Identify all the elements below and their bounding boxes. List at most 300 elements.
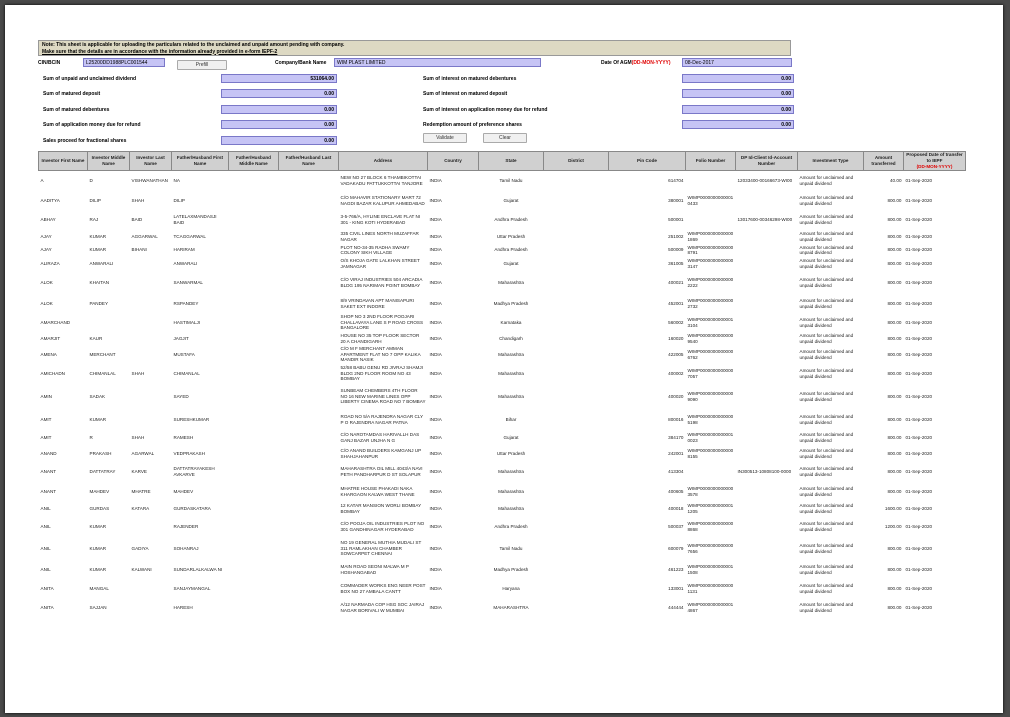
table-cell[interactable]: AMARJIT xyxy=(40,335,61,341)
table-cell[interactable]: 800.00 xyxy=(887,279,902,285)
table-cell[interactable]: Amount for unclaimed and unpaid dividend xyxy=(799,213,854,225)
table-cell[interactable] xyxy=(544,482,609,502)
table-cell[interactable]: LATELAXMANDASJI BAID xyxy=(173,213,217,225)
table-cell[interactable] xyxy=(736,430,798,446)
table-cell[interactable] xyxy=(229,560,279,580)
table-cell[interactable]: NO 19 GENERAL MUTHIA MUDALI ST 311 RAMLAKHAN CHAMBER SOWCARPET CHENNAI xyxy=(340,540,422,557)
table-cell[interactable]: WIMP0000000000000 3578 xyxy=(687,486,734,497)
table-cell[interactable]: IN300513-10808100-0000 xyxy=(737,468,792,474)
table-cell[interactable]: INDIA xyxy=(429,434,442,440)
table-cell[interactable] xyxy=(544,430,609,446)
table-cell[interactable]: 3-5-766/A, HYLINE ENCLAVE FLAT NI 301 - KING KOTI HYDERABAD xyxy=(340,213,421,225)
table-cell[interactable] xyxy=(229,229,279,245)
table-cell[interactable]: KUMAR xyxy=(89,523,107,529)
table-cell[interactable] xyxy=(279,560,339,580)
table-cell[interactable]: 01-Sep-2020 xyxy=(905,566,933,572)
table-cell[interactable] xyxy=(229,462,279,482)
table-cell[interactable]: HOUSE NO 35 TOP FLOOR SECTOR 20 A CHANDIGARH xyxy=(340,333,420,344)
table-cell[interactable]: 01-Sep-2020 xyxy=(905,319,933,325)
table-cell[interactable] xyxy=(544,294,609,314)
table-cell[interactable]: Maharashtra xyxy=(498,370,524,376)
table-cell[interactable]: PRAKASH xyxy=(89,450,112,456)
table-cell[interactable]: 01-Sep-2020 xyxy=(905,247,933,253)
table-cell[interactable]: 400605 xyxy=(668,488,684,494)
table-cell[interactable] xyxy=(544,560,609,580)
table-cell[interactable]: 251002 xyxy=(668,233,684,239)
validate-button[interactable]: Validate xyxy=(423,133,467,143)
table-cell[interactable]: O/S KHOJA GATE LALKHAN STREET JAMNAGAR xyxy=(340,258,420,269)
table-cell[interactable]: WIMP0000000000000 1869 xyxy=(687,230,734,242)
table-cell[interactable]: Amount for unclaimed and unpaid dividend xyxy=(799,349,854,360)
table-cell[interactable]: Amount for unclaimed and unpaid dividend xyxy=(799,368,854,379)
table-cell[interactable]: C/O POOJA OIL INDUSTRIES PLOT NO 301 GANDHINAGAR HYDERABAD xyxy=(340,521,425,532)
table-cell[interactable]: ABHAY xyxy=(40,216,56,222)
table-cell[interactable]: C/O ANAND BUILDERS KAMGANJ UP SHAHJAHANPUR xyxy=(340,448,422,459)
table-cell[interactable]: WIMP0000000000000 8155 xyxy=(687,448,734,459)
table-cell[interactable]: 800.00 xyxy=(887,450,902,456)
table-cell[interactable]: GURDASKATARA xyxy=(173,505,211,511)
table-cell[interactable] xyxy=(229,245,279,256)
table-cell[interactable] xyxy=(736,229,798,245)
table-cell[interactable] xyxy=(279,580,339,598)
table-cell[interactable]: SOHANRAJ xyxy=(173,545,199,551)
table-cell[interactable]: Amount for unclaimed and unpaid dividend xyxy=(799,583,854,594)
table-cell[interactable]: 800.00 xyxy=(887,351,902,357)
table-cell[interactable]: VISHWANATHAN xyxy=(131,177,168,183)
table-cell[interactable] xyxy=(229,256,279,272)
table-cell[interactable] xyxy=(130,598,172,618)
table-cell[interactable]: WIMP0000000000001 4867 xyxy=(687,602,734,613)
table-cell[interactable] xyxy=(279,294,339,314)
table-cell[interactable]: HARESH xyxy=(173,604,193,610)
table-cell[interactable]: Amount for unclaimed and unpaid dividend xyxy=(799,230,854,242)
table-cell[interactable]: 380001 xyxy=(668,197,684,203)
table-cell[interactable]: PLOT NO-34-35 RADHA SWAMY COLONY SIKH VILLAGE xyxy=(340,244,410,256)
table-cell[interactable]: 133001 xyxy=(668,585,684,591)
table-cell[interactable]: 800.00 xyxy=(887,233,902,239)
table-cell[interactable]: 1600.00 xyxy=(884,505,902,511)
right-summary-value[interactable]: 0.00 xyxy=(682,74,794,83)
table-cell[interactable] xyxy=(88,314,130,332)
table-cell[interactable]: 12033400-00166673-WI00 xyxy=(737,177,793,183)
table-cell[interactable]: INDIA xyxy=(429,351,442,357)
table-cell[interactable]: 01-Sep-2020 xyxy=(905,488,933,494)
table-cell[interactable]: Amount for unclaimed and unpaid dividend xyxy=(799,414,854,425)
table-cell[interactable]: Amount for unclaimed and unpaid dividend xyxy=(799,194,854,206)
table-cell[interactable] xyxy=(279,430,339,446)
table-cell[interactable]: 1200.00 xyxy=(884,523,902,529)
table-cell[interactable]: 400002 xyxy=(668,370,684,376)
table-cell[interactable] xyxy=(279,272,339,294)
table-cell[interactable]: ANIL xyxy=(40,566,51,572)
table-cell[interactable]: INDIA xyxy=(429,370,442,376)
table-cell[interactable]: INDIA xyxy=(429,233,442,239)
table-cell[interactable]: A xyxy=(40,177,44,183)
table-cell[interactable]: Amount for unclaimed and unpaid dividend xyxy=(799,432,854,443)
left-summary-value[interactable]: 0.00 xyxy=(221,136,337,145)
table-cell[interactable]: INDIA xyxy=(429,488,442,494)
table-cell[interactable]: Amount for unclaimed and unpaid dividend xyxy=(799,244,854,256)
table-cell[interactable] xyxy=(736,410,798,430)
table-cell[interactable]: INDIA xyxy=(429,177,442,183)
table-cell[interactable] xyxy=(229,430,279,446)
table-cell[interactable]: 400018 xyxy=(668,505,684,511)
table-cell[interactable]: HASTIMALJI xyxy=(173,319,201,325)
prefill-button[interactable]: Prefill xyxy=(177,60,227,70)
table-cell[interactable]: ALIRAZA xyxy=(40,260,60,266)
table-cell[interactable] xyxy=(130,332,172,346)
table-cell[interactable]: 800.00 xyxy=(887,197,902,203)
table-cell[interactable]: 800.00 xyxy=(887,370,902,376)
table-cell[interactable] xyxy=(736,272,798,294)
table-cell[interactable] xyxy=(229,538,279,560)
table-cell[interactable]: KUMAR xyxy=(89,416,107,422)
table-cell[interactable]: WIMP0000000000000 7057 xyxy=(687,368,734,379)
table-cell[interactable]: 600079 xyxy=(668,545,684,551)
table-cell[interactable] xyxy=(229,364,279,384)
table-cell[interactable]: MAHARASHTRA OIL MILL 4043/A NAVI PETH PANDHARPUR D ST SOLAPUR xyxy=(340,466,423,477)
table-cell[interactable]: 422005 xyxy=(668,351,684,357)
table-cell[interactable] xyxy=(130,314,172,332)
table-cell[interactable] xyxy=(279,410,339,430)
table-cell[interactable]: 12 KATAR MANSION WORLI BOMBAY BOMBAY xyxy=(340,503,422,514)
table-cell[interactable]: ANWARALI xyxy=(89,260,114,266)
table-cell[interactable]: Tamil Nadu xyxy=(499,545,523,551)
table-cell[interactable]: WIMP0000000000000 5198 xyxy=(687,414,734,425)
table-cell[interactable]: 800.00 xyxy=(887,488,902,494)
table-cell[interactable]: Maharashtra xyxy=(498,505,524,511)
table-cell[interactable] xyxy=(686,171,736,191)
table-cell[interactable]: SUNBEAM CHEMBERS 4TH FLOOR NO 16 NEW MARINE LINES OPP LIBERTY CINEMA ROAD NO 7 BOMBAY xyxy=(340,388,426,405)
table-cell[interactable] xyxy=(736,364,798,384)
table-cell[interactable]: MHATRE HOUSE PHAKADI NAKA KHARGAON KALWA WEST THANE xyxy=(340,486,415,497)
table-cell[interactable] xyxy=(544,272,609,294)
table-cell[interactable]: ROAD NO 5/A RAJENDRA NAGAR CLY P O RAJENDRA NAGAR PATNA xyxy=(340,414,424,425)
table-cell[interactable]: 01-Sep-2020 xyxy=(905,300,933,306)
table-cell[interactable]: Haryana xyxy=(502,585,520,591)
table-cell[interactable]: SUNDARLALKALWA NI xyxy=(173,566,223,572)
table-cell[interactable]: 01-Sep-2020 xyxy=(905,197,933,203)
table-cell[interactable] xyxy=(229,211,279,229)
table-cell[interactable]: 01-Sep-2020 xyxy=(905,335,933,341)
table-cell[interactable]: INDIA xyxy=(429,545,442,551)
table-cell[interactable]: ANIL xyxy=(40,545,51,551)
table-cell[interactable] xyxy=(736,314,798,332)
table-cell[interactable]: TCAGGARWAL xyxy=(173,233,206,239)
table-cell[interactable] xyxy=(130,294,172,314)
table-cell[interactable]: KUMAR xyxy=(89,566,107,572)
table-cell[interactable]: WIMP0000000000000 8791 xyxy=(687,244,734,256)
table-cell[interactable]: Andhra Pradesh xyxy=(494,247,528,253)
table-cell[interactable]: 800.00 xyxy=(887,566,902,572)
table-cell[interactable]: AJAY xyxy=(40,233,52,239)
table-cell[interactable]: WIMP0000000000001 0023 xyxy=(687,432,734,443)
table-cell[interactable]: MAHDEV xyxy=(89,488,110,494)
table-cell[interactable] xyxy=(130,384,172,410)
table-cell[interactable] xyxy=(736,446,798,462)
table-cell[interactable]: 452001 xyxy=(668,300,684,306)
table-cell[interactable] xyxy=(279,462,339,482)
table-cell[interactable] xyxy=(279,538,339,560)
table-cell[interactable]: INDIA xyxy=(429,335,442,341)
table-cell[interactable]: A/12 NARMADA COP HSG SOC JAIRAJ NAGAR BORIVALI W MUMBAI xyxy=(340,602,425,613)
table-cell[interactable]: WIMP0000000000000 7656 xyxy=(687,543,734,554)
table-cell[interactable] xyxy=(130,346,172,364)
table-cell[interactable]: KUMAR xyxy=(89,247,107,253)
table-cell[interactable] xyxy=(736,516,798,538)
table-cell[interactable]: NA xyxy=(173,177,180,183)
table-cell[interactable]: 01-Sep-2020 xyxy=(905,450,933,456)
table-cell[interactable]: Bihar xyxy=(505,416,517,422)
table-cell[interactable] xyxy=(544,245,609,256)
table-cell[interactable]: VEDPRAKASH xyxy=(173,450,205,456)
table-cell[interactable]: KHAITAN xyxy=(89,279,110,285)
table-cell[interactable]: WIMP0000000000001 1205 xyxy=(687,503,734,514)
table-cell[interactable] xyxy=(736,538,798,560)
table-cell[interactable] xyxy=(736,245,798,256)
table-cell[interactable] xyxy=(544,191,609,211)
table-cell[interactable]: INDIA xyxy=(429,604,442,610)
table-cell[interactable]: CHIMANLAL xyxy=(89,370,116,376)
table-cell[interactable]: Maharashtra xyxy=(498,279,524,285)
table-cell[interactable]: KUMAR xyxy=(89,545,107,551)
table-cell[interactable] xyxy=(544,384,609,410)
table-cell[interactable] xyxy=(229,191,279,211)
table-cell[interactable]: Amount for unclaimed and unpaid dividend xyxy=(799,521,854,532)
table-cell[interactable]: 800.00 xyxy=(887,545,902,551)
agm-date-field[interactable]: 08-Dec-2017 xyxy=(682,58,792,67)
table-cell[interactable]: SURESHKUMAR xyxy=(173,416,210,422)
table-cell[interactable]: Andhra Pradesh xyxy=(494,216,528,222)
table-cell[interactable]: 800.00 xyxy=(887,247,902,253)
table-cell[interactable]: JAGJIT xyxy=(173,335,189,341)
table-cell[interactable] xyxy=(736,502,798,516)
table-cell[interactable]: RAJENDER xyxy=(173,523,199,529)
table-cell[interactable]: 800.00 xyxy=(887,468,902,474)
table-cell[interactable]: WIMP0000000000000 8868 xyxy=(687,521,734,532)
table-cell[interactable]: WIMP0000000000000 2732 xyxy=(687,298,734,309)
table-cell[interactable]: RAMESH xyxy=(173,434,194,440)
table-cell[interactable]: 800016 xyxy=(668,416,684,422)
table-cell[interactable] xyxy=(229,410,279,430)
table-cell[interactable]: 614704 xyxy=(668,177,684,183)
table-cell[interactable] xyxy=(736,294,798,314)
table-cell[interactable]: INDIA xyxy=(429,260,442,266)
table-cell[interactable]: 800.00 xyxy=(887,434,902,440)
table-cell[interactable]: GURDAS xyxy=(89,505,110,511)
table-cell[interactable]: SHOP NO 3 2ND FLOOR POOJARI CHALLAVAYA LANE S P ROAD CROSS BANGALORE xyxy=(340,314,424,331)
table-cell[interactable]: 560002 xyxy=(668,319,684,325)
table-cell[interactable] xyxy=(736,332,798,346)
clear-button[interactable]: Clear xyxy=(483,133,527,143)
table-cell[interactable] xyxy=(736,580,798,598)
table-cell[interactable]: 461223 xyxy=(668,566,684,572)
table-cell[interactable]: 500009 xyxy=(668,247,684,253)
table-cell[interactable] xyxy=(544,580,609,598)
table-cell[interactable] xyxy=(736,384,798,410)
table-cell[interactable]: 01-Sep-2020 xyxy=(905,468,933,474)
table-cell[interactable]: 160020 xyxy=(668,335,684,341)
table-cell[interactable]: MERCHANT xyxy=(89,351,116,357)
table-cell[interactable]: KUMAR xyxy=(89,233,107,239)
table-cell[interactable] xyxy=(279,245,339,256)
table-cell[interactable] xyxy=(279,446,339,462)
table-cell[interactable] xyxy=(130,256,172,272)
table-cell[interactable]: INDIA xyxy=(429,523,442,529)
table-cell[interactable] xyxy=(229,294,279,314)
table-cell[interactable]: ANWARALI xyxy=(173,260,198,266)
table-cell[interactable]: 800.00 xyxy=(887,335,902,341)
table-cell[interactable]: 800.00 xyxy=(887,260,902,266)
table-cell[interactable]: INDIA xyxy=(429,279,442,285)
table-cell[interactable]: INDIA xyxy=(429,319,442,325)
table-cell[interactable]: WIMP0000000000000 9540 xyxy=(687,333,734,344)
table-cell[interactable] xyxy=(229,482,279,502)
table-cell[interactable]: ANIL xyxy=(40,523,51,529)
table-cell[interactable]: 01-Sep-2020 xyxy=(905,505,933,511)
table-cell[interactable] xyxy=(130,410,172,430)
table-cell[interactable]: 01-Sep-2020 xyxy=(905,585,933,591)
table-cell[interactable]: INDIA xyxy=(429,450,442,456)
table-cell[interactable] xyxy=(736,560,798,580)
table-cell[interactable] xyxy=(130,516,172,538)
table-cell[interactable] xyxy=(544,446,609,462)
table-cell[interactable]: AJAY xyxy=(40,247,52,253)
table-cell[interactable]: 800.00 xyxy=(887,300,902,306)
table-cell[interactable]: 13017600-00346298-WI00 xyxy=(737,216,793,222)
table-cell[interactable]: Amount for unclaimed and unpaid dividend xyxy=(799,298,854,309)
table-cell[interactable] xyxy=(544,364,609,384)
table-cell[interactable]: BIHANI xyxy=(131,247,147,253)
table-cell[interactable] xyxy=(279,482,339,502)
table-cell[interactable]: SAYED xyxy=(173,393,189,399)
table-cell[interactable]: PANDEY xyxy=(89,300,109,306)
table-cell[interactable]: Maharashtra xyxy=(498,468,524,474)
table-cell[interactable]: MAHARASHTRA xyxy=(493,604,529,610)
table-cell[interactable]: 01-Sep-2020 xyxy=(905,351,933,357)
table-cell[interactable] xyxy=(544,229,609,245)
table-cell[interactable] xyxy=(279,384,339,410)
table-cell[interactable]: AGARWAL xyxy=(131,450,155,456)
table-cell[interactable] xyxy=(279,191,339,211)
table-cell[interactable]: Amount for unclaimed and unpaid dividend xyxy=(799,277,854,288)
table-cell[interactable] xyxy=(279,332,339,346)
table-cell[interactable] xyxy=(544,256,609,272)
table-cell[interactable]: ANANT xyxy=(40,488,57,494)
table-cell[interactable]: 800.00 xyxy=(887,416,902,422)
table-cell[interactable]: MAIN ROAD SEONI MALWA M P HOSHANGABAD xyxy=(340,564,409,575)
table-cell[interactable]: 335 CIVIL LINES NORTH MUZAFFAR NAGAR xyxy=(340,230,419,242)
table-cell[interactable]: ALOK xyxy=(40,279,53,285)
table-cell[interactable]: RSPANDEY xyxy=(173,300,199,306)
table-cell[interactable]: SANJAYMANGAL xyxy=(173,585,211,591)
cin-field[interactable]: L25200DD1988PLC001544 xyxy=(83,58,165,67)
table-cell[interactable]: ANANT xyxy=(40,468,57,474)
table-cell[interactable] xyxy=(544,516,609,538)
table-cell[interactable]: WIMP0000000000000 1131 xyxy=(687,583,734,594)
table-cell[interactable]: 8/9 VRINDAVAN APT MANISAPURI SAKET EXT INDORE xyxy=(340,298,415,309)
left-summary-value[interactable]: 0.00 xyxy=(221,105,337,114)
table-cell[interactable]: WIMP0000000000000 9090 xyxy=(687,391,734,402)
table-cell[interactable]: 01-Sep-2020 xyxy=(905,523,933,529)
table-cell[interactable]: WIMP0000000000001 0433 xyxy=(687,194,734,206)
table-cell[interactable]: 384170 xyxy=(668,434,684,440)
table-cell[interactable]: Amount for unclaimed and unpaid dividend xyxy=(799,543,854,554)
table-cell[interactable]: ANAND xyxy=(40,450,57,456)
table-cell[interactable]: SHAH xyxy=(131,434,145,440)
table-cell[interactable] xyxy=(279,346,339,364)
table-cell[interactable]: INDIA xyxy=(429,197,442,203)
table-cell[interactable]: 01-Sep-2020 xyxy=(905,604,933,610)
table-cell[interactable] xyxy=(279,502,339,516)
table-cell[interactable]: ALOK xyxy=(40,300,53,306)
table-cell[interactable] xyxy=(544,211,609,229)
table-cell[interactable]: AGGARWAL xyxy=(131,233,158,239)
table-cell[interactable]: Gujarat xyxy=(503,197,519,203)
table-cell[interactable] xyxy=(544,332,609,346)
table-cell[interactable] xyxy=(130,272,172,294)
table-cell[interactable]: 01-Sep-2020 xyxy=(905,279,933,285)
table-cell[interactable]: BAID xyxy=(131,216,143,222)
table-cell[interactable]: AMIT xyxy=(40,434,52,440)
table-cell[interactable]: WIMP0000000000001 3104 xyxy=(687,317,734,328)
table-cell[interactable] xyxy=(229,580,279,598)
table-cell[interactable]: CHIMANLAL xyxy=(173,370,200,376)
table-cell[interactable]: Gujarat xyxy=(503,434,519,440)
table-cell[interactable] xyxy=(229,384,279,410)
table-cell[interactable]: 01-Sep-2020 xyxy=(905,260,933,266)
table-cell[interactable] xyxy=(229,272,279,294)
table-cell[interactable]: Chandigarh xyxy=(499,335,523,341)
table-cell[interactable]: 400020 xyxy=(668,393,684,399)
table-cell[interactable]: 800.00 xyxy=(887,319,902,325)
table-cell[interactable]: HARIRAM xyxy=(173,247,195,253)
table-cell[interactable]: ANITA xyxy=(40,604,54,610)
table-cell[interactable]: AADITYA xyxy=(40,197,60,203)
table-cell[interactable]: AMIN xyxy=(40,393,52,399)
table-cell[interactable] xyxy=(229,314,279,332)
table-cell[interactable]: INDIA xyxy=(429,300,442,306)
table-cell[interactable]: Amount for unclaimed and unpaid dividend xyxy=(799,602,854,613)
table-cell[interactable] xyxy=(544,410,609,430)
table-cell[interactable]: 361005 xyxy=(668,260,684,266)
table-cell[interactable] xyxy=(279,256,339,272)
table-cell[interactable]: WIMP0000000000000 2222 xyxy=(687,277,734,288)
table-cell[interactable]: COMMADER WORKS ENG NEER POST BOX NO 27 AMBALA CANTT xyxy=(340,583,426,594)
table-cell[interactable]: 444444 xyxy=(668,604,684,610)
table-cell[interactable]: Amount for unclaimed and unpaid dividend xyxy=(799,391,854,402)
table-cell[interactable]: Maharashtra xyxy=(498,393,524,399)
table-cell[interactable]: 800.00 xyxy=(887,585,902,591)
table-cell[interactable] xyxy=(279,314,339,332)
table-cell[interactable]: Maharashtra xyxy=(498,351,524,357)
table-cell[interactable]: SHAH xyxy=(131,197,145,203)
table-cell[interactable] xyxy=(279,229,339,245)
table-cell[interactable]: C/O VIRAJ INDUSTRIES 504 ARCADIA BLDG 195 NARIMAN POINT BOMBAY xyxy=(340,277,423,288)
table-cell[interactable] xyxy=(544,171,609,191)
table-cell[interactable]: DATTATRAY xyxy=(89,468,116,474)
table-cell[interactable] xyxy=(544,598,609,618)
right-summary-value[interactable]: 0.00 xyxy=(682,105,794,114)
table-cell[interactable] xyxy=(736,256,798,272)
table-cell[interactable]: 500037 xyxy=(668,523,684,529)
right-summary-value[interactable]: 0.00 xyxy=(682,120,794,129)
table-cell[interactable]: 01-Sep-2020 xyxy=(905,434,933,440)
table-cell[interactable]: MHATRE xyxy=(131,488,151,494)
company-field[interactable]: WIM PLAST LIMITED xyxy=(334,58,541,67)
table-cell[interactable] xyxy=(736,346,798,364)
table-cell[interactable]: RAJ xyxy=(89,216,99,222)
